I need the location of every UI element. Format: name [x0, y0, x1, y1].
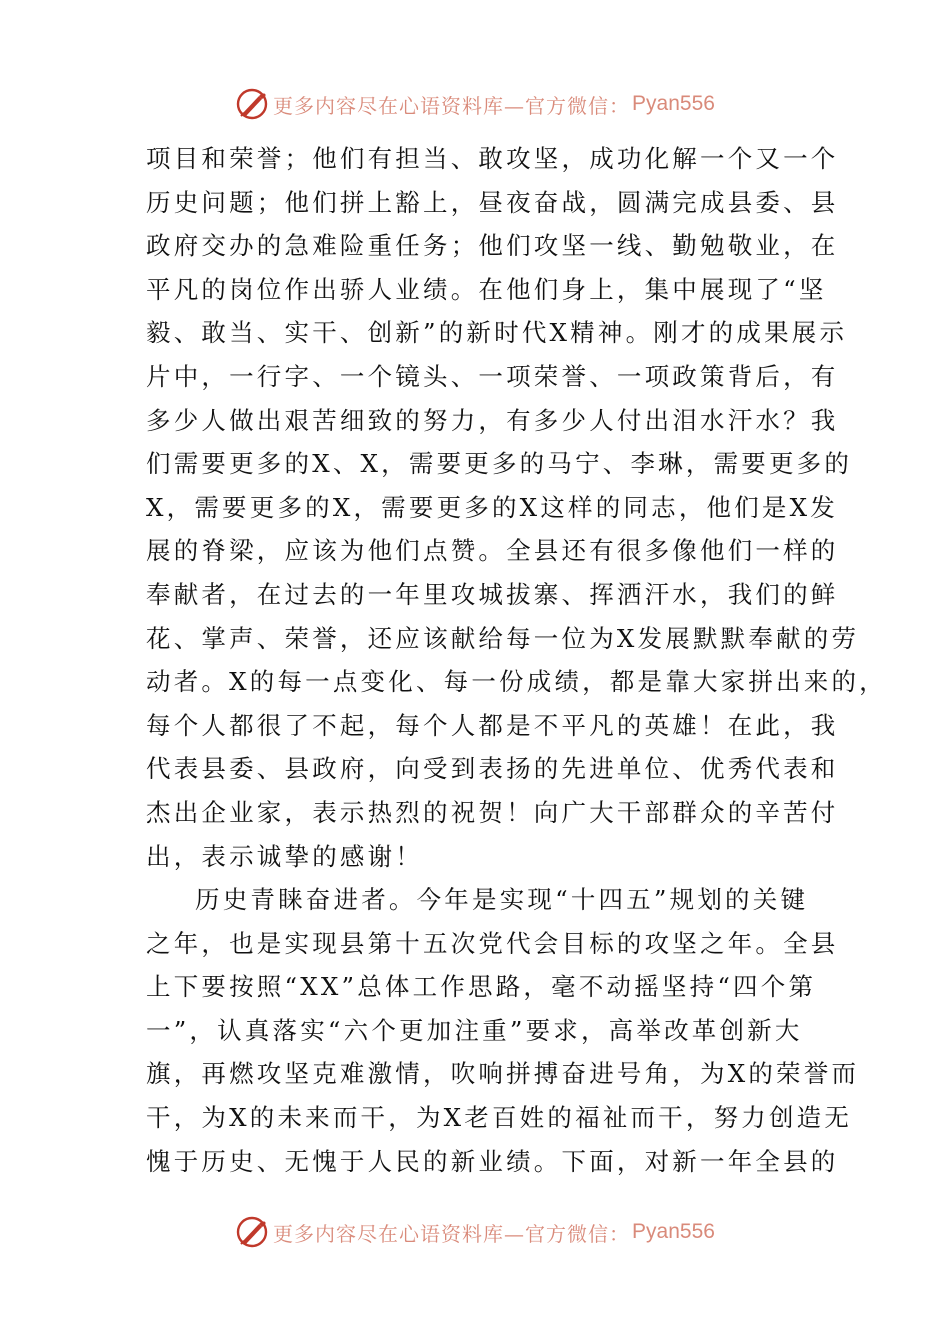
- text-line: 愧于历史、无愧于人民的新业绩。下面，对新一年全县的: [146, 1146, 839, 1176]
- quill-logo-icon: [235, 1215, 269, 1249]
- banner-wechat-id: Pyan556: [632, 1220, 715, 1243]
- header-watermark-banner: [0, 82, 950, 126]
- quill-logo-icon: [235, 87, 269, 121]
- text-line: 代表县委、县政府，向受到表扬的先进单位、优秀代表和: [146, 754, 839, 784]
- text-line: 历史问题；他们拼上豁上，昼夜奋战，圆满完成县委、县: [146, 187, 839, 217]
- text-line: 出，表示诚挚的感谢！: [146, 841, 423, 871]
- text-line: 项目和荣誉；他们有担当、敢攻坚，成功化解一个又一个: [146, 144, 839, 173]
- text-line: 动者。X的每一点变化、每一份成绩，都是靠大家拼出来的，: [146, 667, 887, 697]
- text-line: 奉献者，在过去的一年里攻城拔寨、挥洒汗水，我们的鲜: [146, 579, 839, 609]
- document-body: [146, 137, 887, 1183]
- text-line: 毅、敢当、实干、创新”的新时代X精神。刚才的成果展示: [146, 318, 848, 348]
- text-line: 片中，一行字、一个镜头、一项荣誉、一项政策背后，有: [146, 361, 839, 391]
- paragraph: [146, 137, 887, 878]
- text-line: 每个人都很了不起，每个人都是不平凡的英雄！在此，我: [146, 710, 839, 740]
- banner-text: 更多内容尽在心语资料库—官方微信：: [273, 1221, 631, 1246]
- banner-wechat-id: Pyan556: [632, 92, 715, 115]
- text-line: 多少人做出艰苦细致的努力，有多少人付出泪水汗水？我: [146, 405, 839, 435]
- text-line: 平凡的岗位作出骄人业绩。在他们身上，集中展现了“坚: [146, 274, 827, 304]
- text-line: 历史青睐奋进者。今年是实现“十四五”规划的关键: [195, 885, 809, 915]
- text-line: 旗，再燃攻坚克难激情，吹响拼搏奋进号角，为X的荣誉而: [146, 1059, 860, 1089]
- banner-text: 更多内容尽在心语资料库—官方微信：: [273, 93, 631, 118]
- paragraph: [146, 878, 860, 1183]
- text-line: 们需要更多的X、X，需要更多的马宁、李琳，需要更多的: [146, 449, 853, 479]
- text-line: 展的脊梁，应该为他们点赞。全县还有很多像他们一样的: [146, 536, 839, 566]
- text-line: 杰出企业家，表示热烈的祝贺！向广大干部群众的辛苦付: [146, 797, 839, 827]
- text-line: 一”，认真落实“六个更加注重”要求，高举改革创新大: [146, 1015, 803, 1045]
- text-line: 花、掌声、荣誉，还应该献给每一位为X发展默默奉献的劳: [146, 623, 860, 653]
- text-line: 政府交办的急难险重任务；他们攻坚一线、勤勉敬业，在: [146, 231, 839, 261]
- footer-watermark-banner: [0, 1210, 950, 1254]
- text-line: 上下要按照“XX”总体工作思路，毫不动摇坚持“四个第: [146, 972, 817, 1002]
- text-line: 干，为X的未来而干，为X老百姓的福祉而干，努力创造无: [146, 1103, 853, 1133]
- text-line: X，需要更多的X，需要更多的X这样的同志，他们是X发: [146, 492, 838, 522]
- text-line: 之年，也是实现县第十五次党代会目标的攻坚之年。全县: [146, 928, 839, 958]
